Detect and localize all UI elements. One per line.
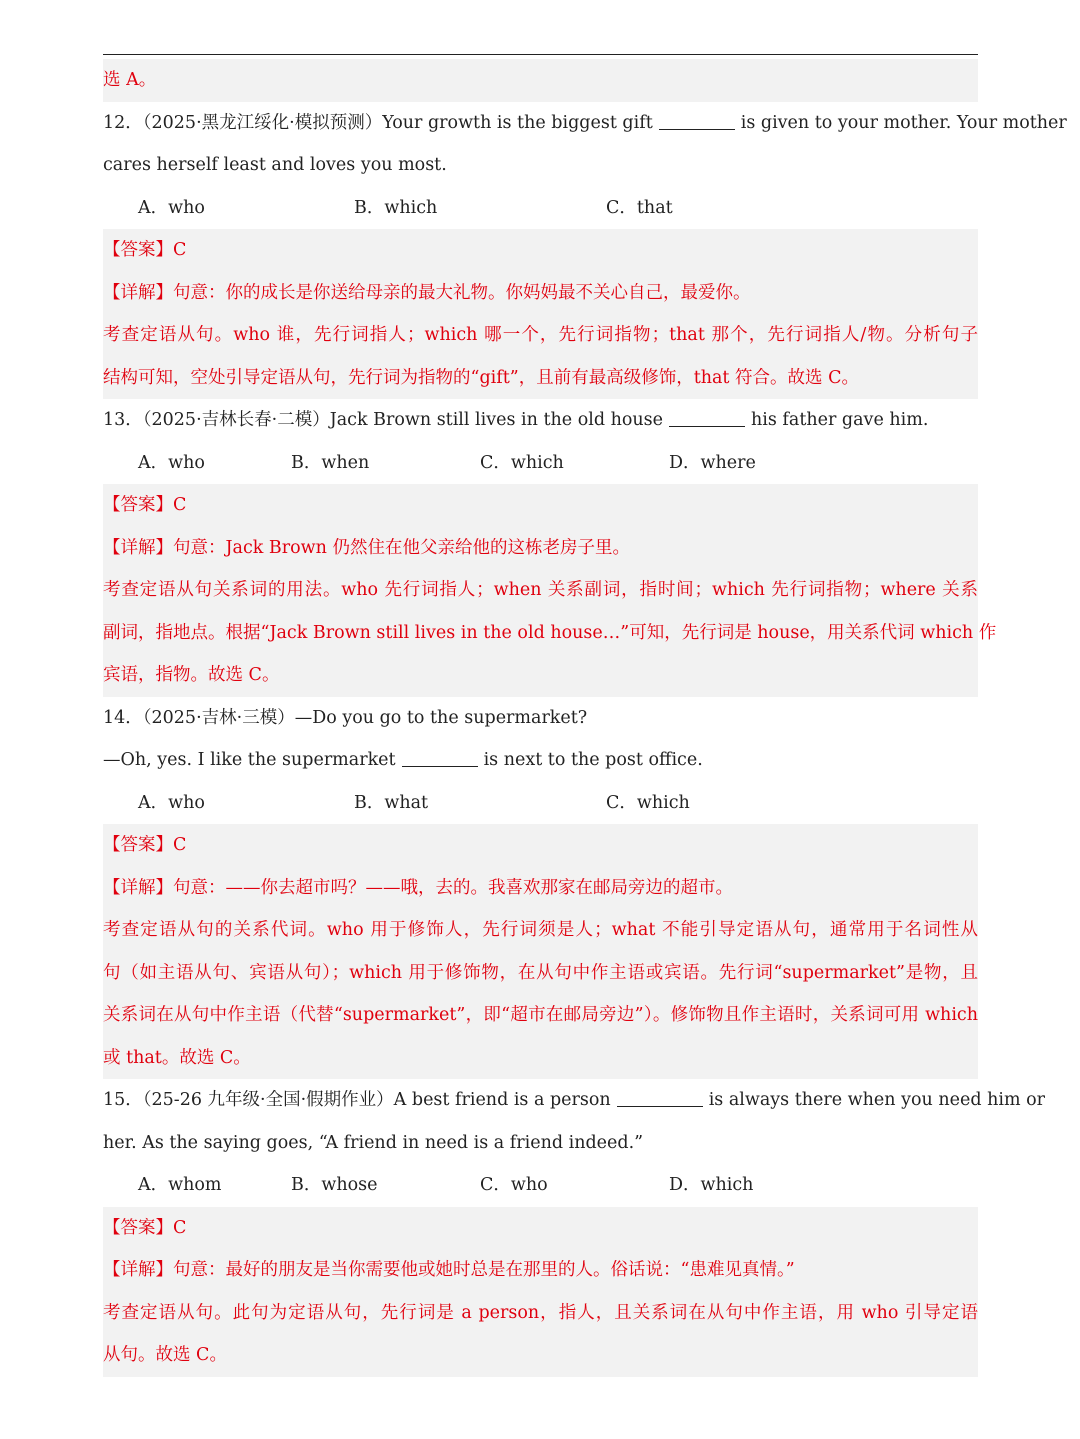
answer-label: 【答案】C <box>103 835 187 855</box>
question-13-stem: 13．（2025·吉林长春·二模）Jack Brown still lives in the old house his father gave him. <box>103 399 978 442</box>
explanation-line: 或 that。故选 C。 <box>103 1047 251 1068</box>
header-rule <box>103 54 978 55</box>
answer-blank <box>402 748 478 767</box>
question-15-stem: 15．（25-26 九年级·全国·假期作业）A best friend is a person is always there when you need him or <box>103 1079 978 1122</box>
option-c: C．which <box>606 792 690 813</box>
question-12-answer-block <box>103 229 978 399</box>
explanation-line: 考查定语从句关系词的用法。who 先行词指人；when 关系副词，指时间；which 先行词指物；where 关系 <box>103 580 978 600</box>
question-15-stem-line2: her. As the saying goes, “A friend in need is a friend indeed.” <box>103 1132 644 1153</box>
previous-answer-tail: 选 A。 <box>103 59 978 102</box>
answer-label: 【答案】C <box>103 495 187 515</box>
explanation-line: 考查定语从句。此句为定语从句，先行词是 a person，指人，且关系词在从句中作主语，用 who 引导定语 <box>103 1302 978 1323</box>
option-b: B．which <box>354 197 438 218</box>
option-c: C．that <box>606 197 673 218</box>
option-a: A．whom <box>138 1175 222 1195</box>
document-body <box>103 59 1067 1377</box>
option-a: A．who <box>138 452 205 473</box>
question-12-options <box>103 187 978 230</box>
explanation-line: 关系词在从句中作主语（代替“supermarket”，即“超市在邮局旁边”）。修饰物且作主语时，关系词可用 which <box>103 1005 978 1025</box>
answer-label: 【答案】C <box>103 240 187 260</box>
option-b: B．whose <box>291 1175 378 1195</box>
question-14-options <box>103 782 978 825</box>
question-12-stem-line2: cares herself least and loves you most. <box>103 155 447 175</box>
option-a: A．who <box>138 792 205 813</box>
question-13-answer-block <box>103 484 997 697</box>
explanation-line: 【详解】句意：Jack Brown 仍然住在他父亲给他的这栋老房子里。 <box>103 537 630 558</box>
question-14-answer-block <box>103 824 978 1079</box>
explanation-line: 结构可知，空处引导定语从句，先行词为指物的“gift”，且前有最高级修饰，that 符合。故选 C。 <box>103 367 859 388</box>
explanation-line: 考查定语从句。who 谁，先行词指人；which 哪一个，先行词指物；that 那个，先行词指人/物。分析句子 <box>103 325 978 345</box>
answer-blank <box>659 110 735 129</box>
answer-blank <box>617 1088 703 1107</box>
question-12-stem: 12．（2025·黑龙江绥化·模拟预测）Your growth is the biggest gift is given to your mother. Your mother <box>103 102 978 145</box>
question-15-answer-block <box>103 1207 978 1377</box>
explanation-line: 【详解】句意：——你去超市吗？——哦，去的。我喜欢那家在邮局旁边的超市。 <box>103 877 733 898</box>
option-b: B．what <box>354 792 429 813</box>
option-a: A．who <box>138 197 205 218</box>
explanation-line: 【详解】句意：你的成长是你送给母亲的最大礼物。你妈妈最不关心自己，最爱你。 <box>103 282 751 303</box>
option-d: D．which <box>669 1175 754 1195</box>
explanation-line: 从句。故选 C。 <box>103 1345 227 1365</box>
question-15-options <box>103 1164 978 1207</box>
explanation-line: 考查定语从句的关系代词。who 用于修饰人，先行词须是人；what 不能引导定语从句，通常用于名词性从 <box>103 920 978 940</box>
option-c: C．who <box>480 1175 548 1195</box>
option-c: C．which <box>480 452 564 473</box>
explanation-line: 句（如主语从句、宾语从句）；which 用于修饰物，在从句中作主语或宾语。先行词“supermarket”是物，且 <box>103 962 978 983</box>
answer-label: 【答案】C <box>103 1217 187 1238</box>
explanation-line: 宾语，指物。故选 C。 <box>103 665 280 685</box>
explanation-line: 【详解】句意：最好的朋友是当你需要他或她时总是在那里的人。俗话说：“患难见真情。” <box>103 1260 795 1280</box>
option-d: D．where <box>669 452 756 473</box>
answer-blank <box>669 408 745 427</box>
question-14-stem-line2: —Oh, yes. I like the supermarket is next to the post office. <box>103 739 978 782</box>
explanation-line: 副词，指地点。根据“Jack Brown still lives in the old house…”可知，先行词是 house，用关系代词 which 作 <box>103 622 997 643</box>
question-14-stem: 14．（2025·吉林·三模）—Do you go to the supermarket? <box>103 707 588 728</box>
question-13-options <box>103 442 978 485</box>
option-b: B．when <box>291 452 370 473</box>
